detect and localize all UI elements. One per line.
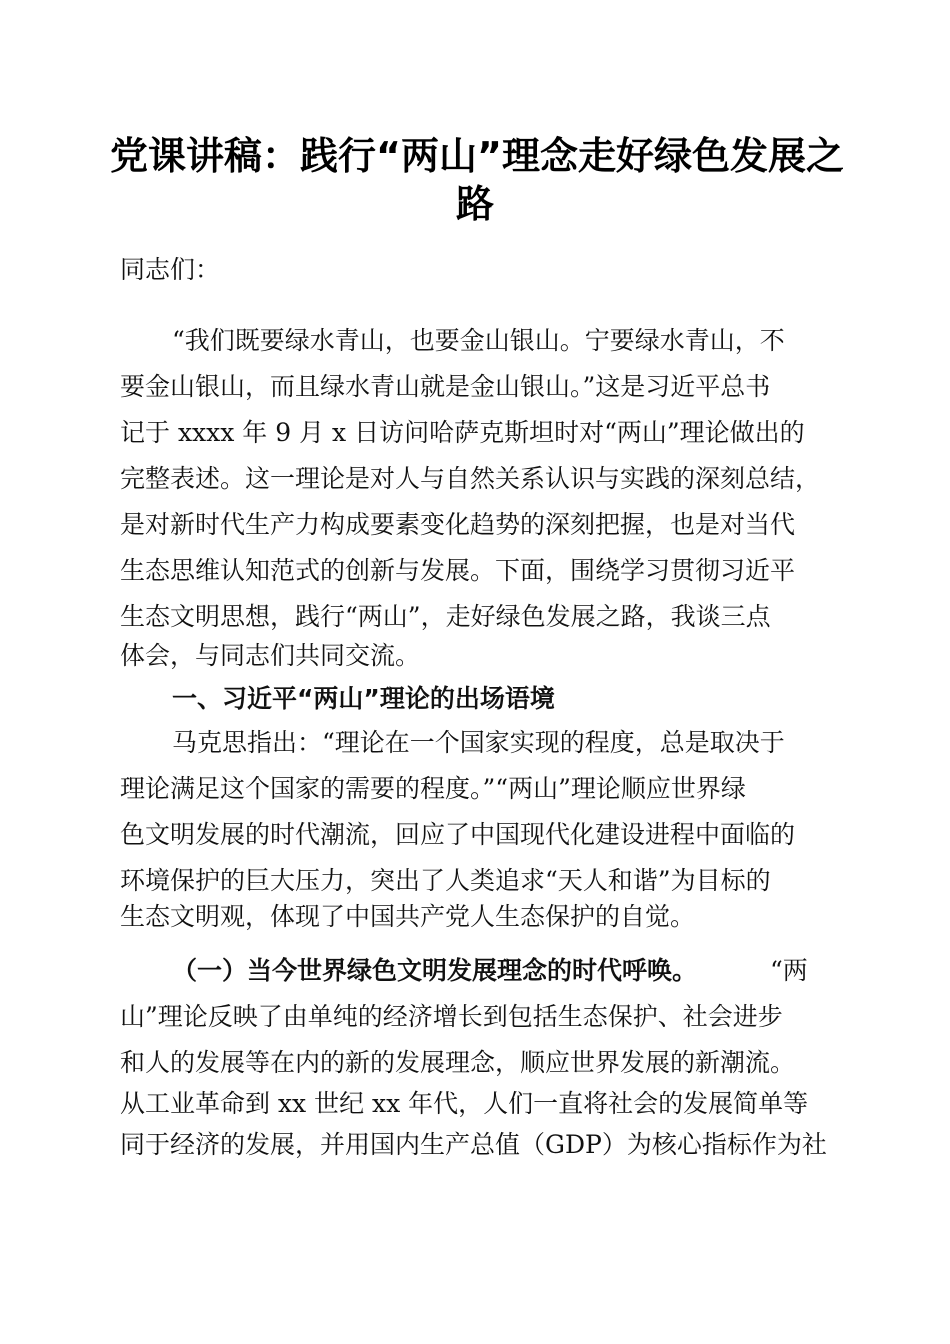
salutation: 同志们： xyxy=(120,255,221,284)
paragraph-line: 生态文明观，体现了中国共产党人生态保护的自觉。 xyxy=(120,902,696,931)
paragraph-line: “两 xyxy=(770,956,808,985)
paragraph-line: 生态思维认知范式的创新与发展。下面，围绕学习贯彻习近平 xyxy=(120,556,796,585)
paragraph-line: “我们既要绿水青山，也要金山银山。宁要绿水青山，不 xyxy=(172,326,785,355)
paragraph-line: 生态文明思想，践行“两山”，走好绿色发展之路，我谈三点 xyxy=(120,602,771,631)
document-title-line-1: 党课讲稿：践行“两山”理念走好绿色发展之 xyxy=(110,134,844,178)
paragraph-line: 记于 xxxx 年 9 月 x 日访问哈萨克斯坦时对“两山”理论做出的 xyxy=(120,418,805,447)
paragraph-line: 体会，与同志们共同交流。 xyxy=(120,641,421,670)
paragraph-line: 是对新时代生产力构成要素变化趋势的深刻把握，也是对当代 xyxy=(120,510,796,539)
paragraph-line: 和人的发展等在内的新的发展理念，顺应世界发展的新潮流。 xyxy=(120,1048,796,1077)
document-title-line-2: 路 xyxy=(455,182,494,226)
paragraph-line: 同于经济的发展，并用国内生产总值（GDP）为核心指标作为社 xyxy=(120,1130,827,1159)
paragraph-line: 山”理论反映了由单纯的经济增长到包括生态保护、社会进步 xyxy=(120,1002,783,1031)
paragraph-line: 环境保护的巨大压力，突出了人类追求“天人和谐”为目标的 xyxy=(120,866,771,895)
paragraph-line: 要金山银山，而且绿水青山就是金山银山。”这是习近平总书 xyxy=(120,372,771,401)
paragraph-line: 马克思指出：“理论在一个国家实现的程度，总是取决于 xyxy=(172,728,785,757)
paragraph-line: 从工业革命到 xx 世纪 xx 年代，人们一直将社会的发展简单等 xyxy=(120,1089,809,1118)
paragraph-line: 理论满足这个国家的需要的程度。”“两山”理论顺应世界绿 xyxy=(120,774,746,803)
paragraph-line: 色文明发展的时代潮流，回应了中国现代化建设进程中面临的 xyxy=(120,820,796,849)
section-heading-1: 一、习近平“两山”理论的出场语境 xyxy=(172,684,555,713)
subsection-heading-1: （一）当今世界绿色文明发展理念的时代呼唤。 xyxy=(172,956,698,985)
paragraph-line: 完整表述。这一理论是对人与自然关系认识与实践的深刻总结， xyxy=(120,464,821,493)
